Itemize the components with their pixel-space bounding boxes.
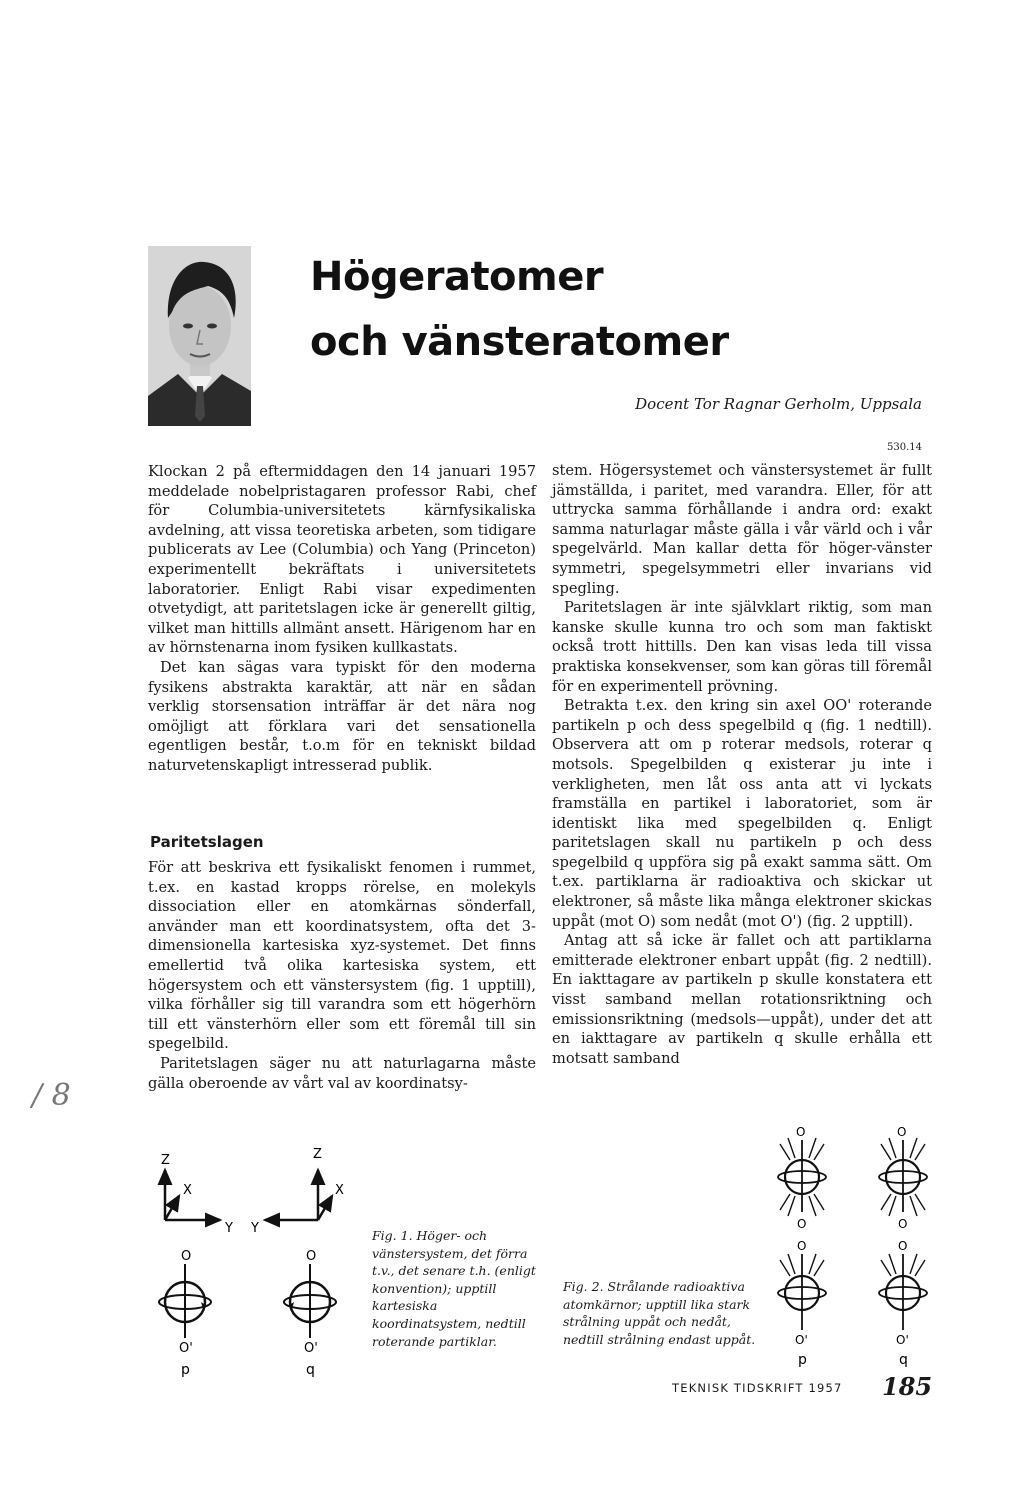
axis-y-label: Y: [225, 1221, 233, 1236]
bottom-label: O': [179, 1341, 193, 1356]
paragraph: Klockan 2 på eftermiddagen den 14 januari 1957 meddelade nobelpristagaren professor Rabi, chef för Columbia-universitetets kärnfysikaliska avdelning, att vissa teoretiska arbeten, som tidigare publicerats av Lee (Columbia) och Yang (Princeton) experimentellt bekräftats i universitetets laboratorier. Enligt Rabi visar expedimenten otvetydigt, att paritetslagen icke är generellt giltig, vilket man hittills allmänt ansett. Härigenom har en av hörnstenarna inom fysiken kullkastats.: [148, 463, 536, 657]
paragraph: Paritetslagen är inte självklart riktig, som man kanske skulle kunna tro och som man faktiskt också trott hittills. Den kan visas leda till vissa praktiska konsekvenser, som kan göras till föremål för en experimentell prövning.: [552, 599, 932, 695]
bottom-label: O: [797, 1217, 807, 1231]
right-handed-axes: [161, 1153, 233, 1236]
top-label: O: [797, 1239, 807, 1253]
figure-1-caption: Fig. 1. Höger- och vänstersystem, det förra t.v., det senare t.h. (enligt konvention); upptill kartesiska koordinatsystem, nedtill roterande partiklar.: [372, 1228, 536, 1349]
bottom-label: O': [896, 1333, 909, 1347]
classification-number: 530.14: [887, 442, 922, 453]
portrait-image: [148, 246, 251, 426]
axis-z-label: Z: [313, 1147, 322, 1162]
paragraph: Paritetslagen säger nu att naturlagarna måste gälla oberoende av vårt val av koordinatsy-: [148, 1054, 536, 1092]
left-column: [148, 462, 536, 776]
axis-x-label: X: [335, 1183, 344, 1198]
handwritten-margin-note: / 8: [32, 1078, 71, 1113]
paragraph: Det kan sägas vara typiskt för den moderna fysikens abstrakta karaktär, att när en sådan verklig storsensation inträffar är det nära nog omöjligt att förklara vari det sensationella egentligen består, t.o.m för en tekniskt bildad naturvetenskapligt intresserad publik.: [148, 658, 536, 774]
top-label: O: [306, 1249, 317, 1264]
figure-2-diagram: [770, 1120, 945, 1370]
axis-x-label: X: [183, 1183, 192, 1198]
top-label: O: [181, 1249, 192, 1264]
paragraph: Antag att så icke är fallet och att partiklarna emitterade elektroner enbart uppåt (fig. 2 nedtill). En iakttagare av partikeln p skulle konstatera ett visst samband mellan rotationsriktning och emissionsriktning (medsols—uppåt), under det att en iakttagare av partikeln q skulle erhålla ett motsatt samband: [552, 932, 932, 1067]
figure-2-caption: Fig. 2. Strålande radioaktiva atomkärnor; upptill lika stark strålning uppåt och nedåt, nedtill strålning endast uppåt.: [563, 1279, 756, 1347]
particle-label: p: [181, 1362, 190, 1378]
top-label: O: [898, 1239, 908, 1253]
article-title-line-1: Högeratomer: [310, 254, 604, 300]
top-label: O: [796, 1125, 806, 1139]
bottom-label: O: [898, 1217, 908, 1231]
radiating-nucleus-symmetric: [879, 1125, 927, 1231]
page-number: 185: [882, 1372, 933, 1401]
bottom-label: O': [795, 1333, 808, 1347]
particle-label: p: [798, 1352, 807, 1368]
radiating-nucleus-q: [879, 1239, 927, 1368]
author-portrait: [148, 246, 251, 426]
axis-y-label: Y: [251, 1221, 259, 1236]
bottom-label: O': [304, 1341, 318, 1356]
figure-1-diagram: [145, 1140, 370, 1385]
top-label: O: [897, 1125, 907, 1139]
journal-footer: TEKNISK TIDSKRIFT 1957: [672, 1381, 843, 1395]
particle-q: [284, 1249, 336, 1378]
section-body: [148, 858, 536, 1093]
paragraph: stem. Högersystemet och vänstersystemet är fullt jämställda, i paritet, med varandra. Eller, för att uttrycka samma förhållande i andra ord: exakt samma naturlagar måste gälla i vår värld och i vår spegelvärld. Man kallar detta för höger-vänster symmetri, spegelsymmetri eller invarians vid spegling.: [552, 462, 932, 597]
particle-label: q: [306, 1362, 315, 1378]
paragraph: Betrakta t.ex. den kring sin axel OO' roterande partikeln p och dess spegelbild q (fig. 1 nedtill). Observera att om p roterar medsols, roterar q motsols. Spegelbilden q existerar ju inte i verkligheten, men låt oss anta att vi lyckats framställa en partikel i laboratoriet, som är identiskt lika med spegelbilden q. Enligt paritetslagen skall nu partikeln p och dess spegelbild q uppföra sig på exakt samma sätt. Om t.ex. partiklarna är radioaktiva och skickar ut elektroner, så måste lika många elektroner skickas uppåt (mot O) som nedåt (mot O') (fig. 2 upptill).: [552, 697, 932, 930]
radiating-nucleus-symmetric: [778, 1125, 826, 1231]
radiating-nucleus-p: [778, 1239, 826, 1368]
particle-p: [159, 1249, 211, 1378]
particle-label: q: [899, 1352, 908, 1368]
article-title-line-2: och vänsteratomer: [310, 319, 729, 365]
left-handed-axes: [250, 1147, 344, 1236]
right-column: [552, 461, 932, 1068]
paragraph: För att beskriva ett fysikaliskt fenomen i rummet, t.ex. en kastad kropps rörelse, en molekyls dissociation eller en atomkärnas sönderfall, använder man ett koordinatsystem, ofta det 3-dimensionella kartesiska xyz-systemet. Det finns emellertid två olika kartesiska system, ett högersystem och ett vänstersystem (fig. 1 upptill), vilka förhåller sig till varandra som ett högerhörn till ett vänsterhörn eller som ett föremål till sin spegelbild.: [148, 859, 536, 1053]
axis-z-label: Z: [161, 1153, 170, 1168]
author-byline: Docent Tor Ragnar Gerholm, Uppsala: [635, 395, 922, 413]
section-heading: Paritetslagen: [150, 833, 264, 851]
